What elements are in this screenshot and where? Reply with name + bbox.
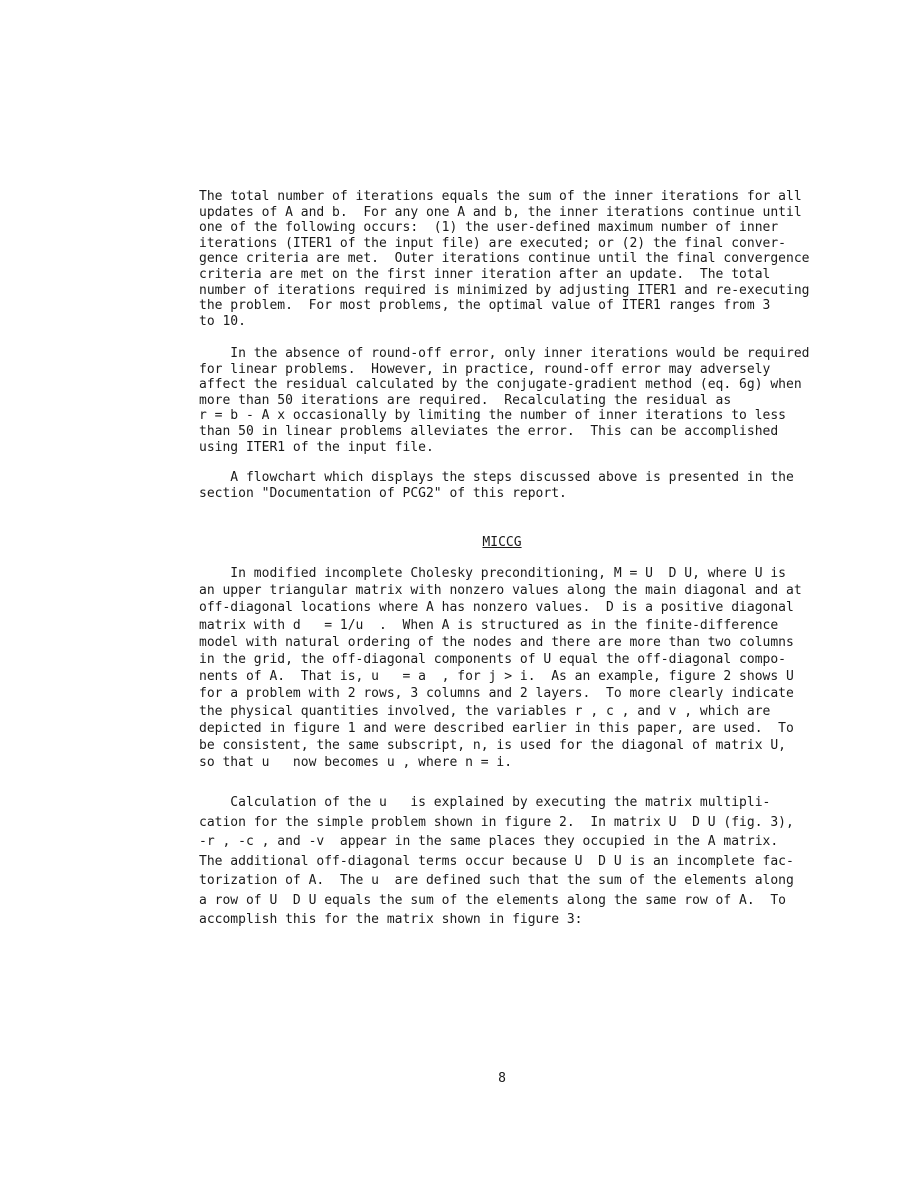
text-line: In modified incomplete Cholesky preconditioning, M = U D U, where U is bbox=[199, 566, 786, 581]
text-line: A flowchart which displays the steps discussed above is presented in the bbox=[199, 470, 794, 485]
text-line: be consistent, the same subscript, n, is used for the diagonal of matrix U, bbox=[199, 738, 786, 754]
text-line: r = b - A x occasionally by limiting the number of inner iterations to less bbox=[199, 408, 786, 424]
section-heading: MICCG bbox=[482, 535, 522, 550]
text-line: -r , -c , and -v appear in the same places they occupied in the A matrix. bbox=[199, 834, 779, 849]
text-line: cation for the simple problem shown in figure 2. In matrix U D U (fig. 3), bbox=[199, 814, 794, 830]
text-line: The additional off-diagonal terms occur because U D U is an incomplete fac- bbox=[199, 853, 794, 869]
text-line: a row of U D U equals the sum of the elements along the same row of A. To bbox=[199, 892, 786, 908]
text-line: Calculation of the u is explained by executing the matrix multipli- bbox=[199, 795, 771, 810]
paragraph-iterations bbox=[199, 189, 819, 329]
text-line: for linear problems. However, in practice, round-off error may adversely bbox=[199, 361, 771, 377]
text-line: off-diagonal locations where A has nonzero values. D is a positive diagonal bbox=[199, 600, 794, 616]
text-line: matrix with d = 1/u . When A is structured as in the finite-difference bbox=[199, 617, 779, 633]
paragraph-calculation bbox=[199, 793, 819, 930]
text-line: updates of A and b. For any one A and b, the inner iterations continue until bbox=[199, 204, 802, 220]
text-line: more than 50 iterations are required. Recalculating the residual as bbox=[199, 392, 732, 408]
text-line: iterations (ITER1 of the input file) are executed; or (2) the final conver- bbox=[199, 235, 786, 251]
text-line: depicted in figure 1 and were described earlier in this paper, are used. To bbox=[199, 720, 794, 736]
text-line: accomplish this for the matrix shown in figure 3: bbox=[199, 912, 583, 927]
text-line: the problem. For most problems, the optimal value of ITER1 ranges from 3 bbox=[199, 298, 771, 314]
text-line: affect the residual calculated by the conjugate-gradient method (eq. 6g) when bbox=[199, 377, 802, 393]
text-line: nents of A. That is, u = a , for j > i. As an example, figure 2 shows U bbox=[199, 669, 794, 685]
text-line: gence criteria are met. Outer iterations continue until the final convergence bbox=[199, 251, 810, 267]
text-line: so that u now becomes u , where n = i. bbox=[199, 755, 513, 771]
text-line: in the grid, the off-diagonal components of U equal the off-diagonal compo- bbox=[199, 652, 786, 668]
paragraph-preconditioning bbox=[199, 565, 819, 771]
text-line: the physical quantities involved, the variables r , c , and v , which are bbox=[199, 703, 771, 719]
text-line: model with natural ordering of the nodes and there are more than two columns bbox=[199, 634, 794, 650]
text-line: section "Documentation of PCG2" of this report. bbox=[199, 485, 567, 501]
text-line: In the absence of round-off error, only inner iterations would be required bbox=[199, 346, 810, 361]
text-line: criteria are met on the first inner iteration after an update. The total bbox=[199, 266, 771, 282]
text-line: than 50 in linear problems alleviates the error. This can be accomplished bbox=[199, 423, 779, 439]
text-line: one of the following occurs: (1) the user-defined maximum number of inner bbox=[199, 220, 779, 236]
paragraph-flowchart bbox=[199, 470, 819, 501]
text-line: for a problem with 2 rows, 3 columns and 2 layers. To more clearly indicate bbox=[199, 686, 794, 702]
text-line: number of iterations required is minimized by adjusting ITER1 and re-executing bbox=[199, 282, 810, 298]
text-line: The total number of iterations equals the sum of the inner iterations for all bbox=[199, 189, 802, 204]
text-line: torization of A. The u are defined such that the sum of the elements along bbox=[199, 873, 794, 888]
page-number: 8 bbox=[498, 1071, 506, 1086]
text-line: to 10. bbox=[199, 313, 246, 329]
text-line: an upper triangular matrix with nonzero values along the main diagonal and at bbox=[199, 583, 802, 599]
text-line: using ITER1 of the input file. bbox=[199, 439, 434, 455]
paragraph-round-off bbox=[199, 346, 819, 455]
